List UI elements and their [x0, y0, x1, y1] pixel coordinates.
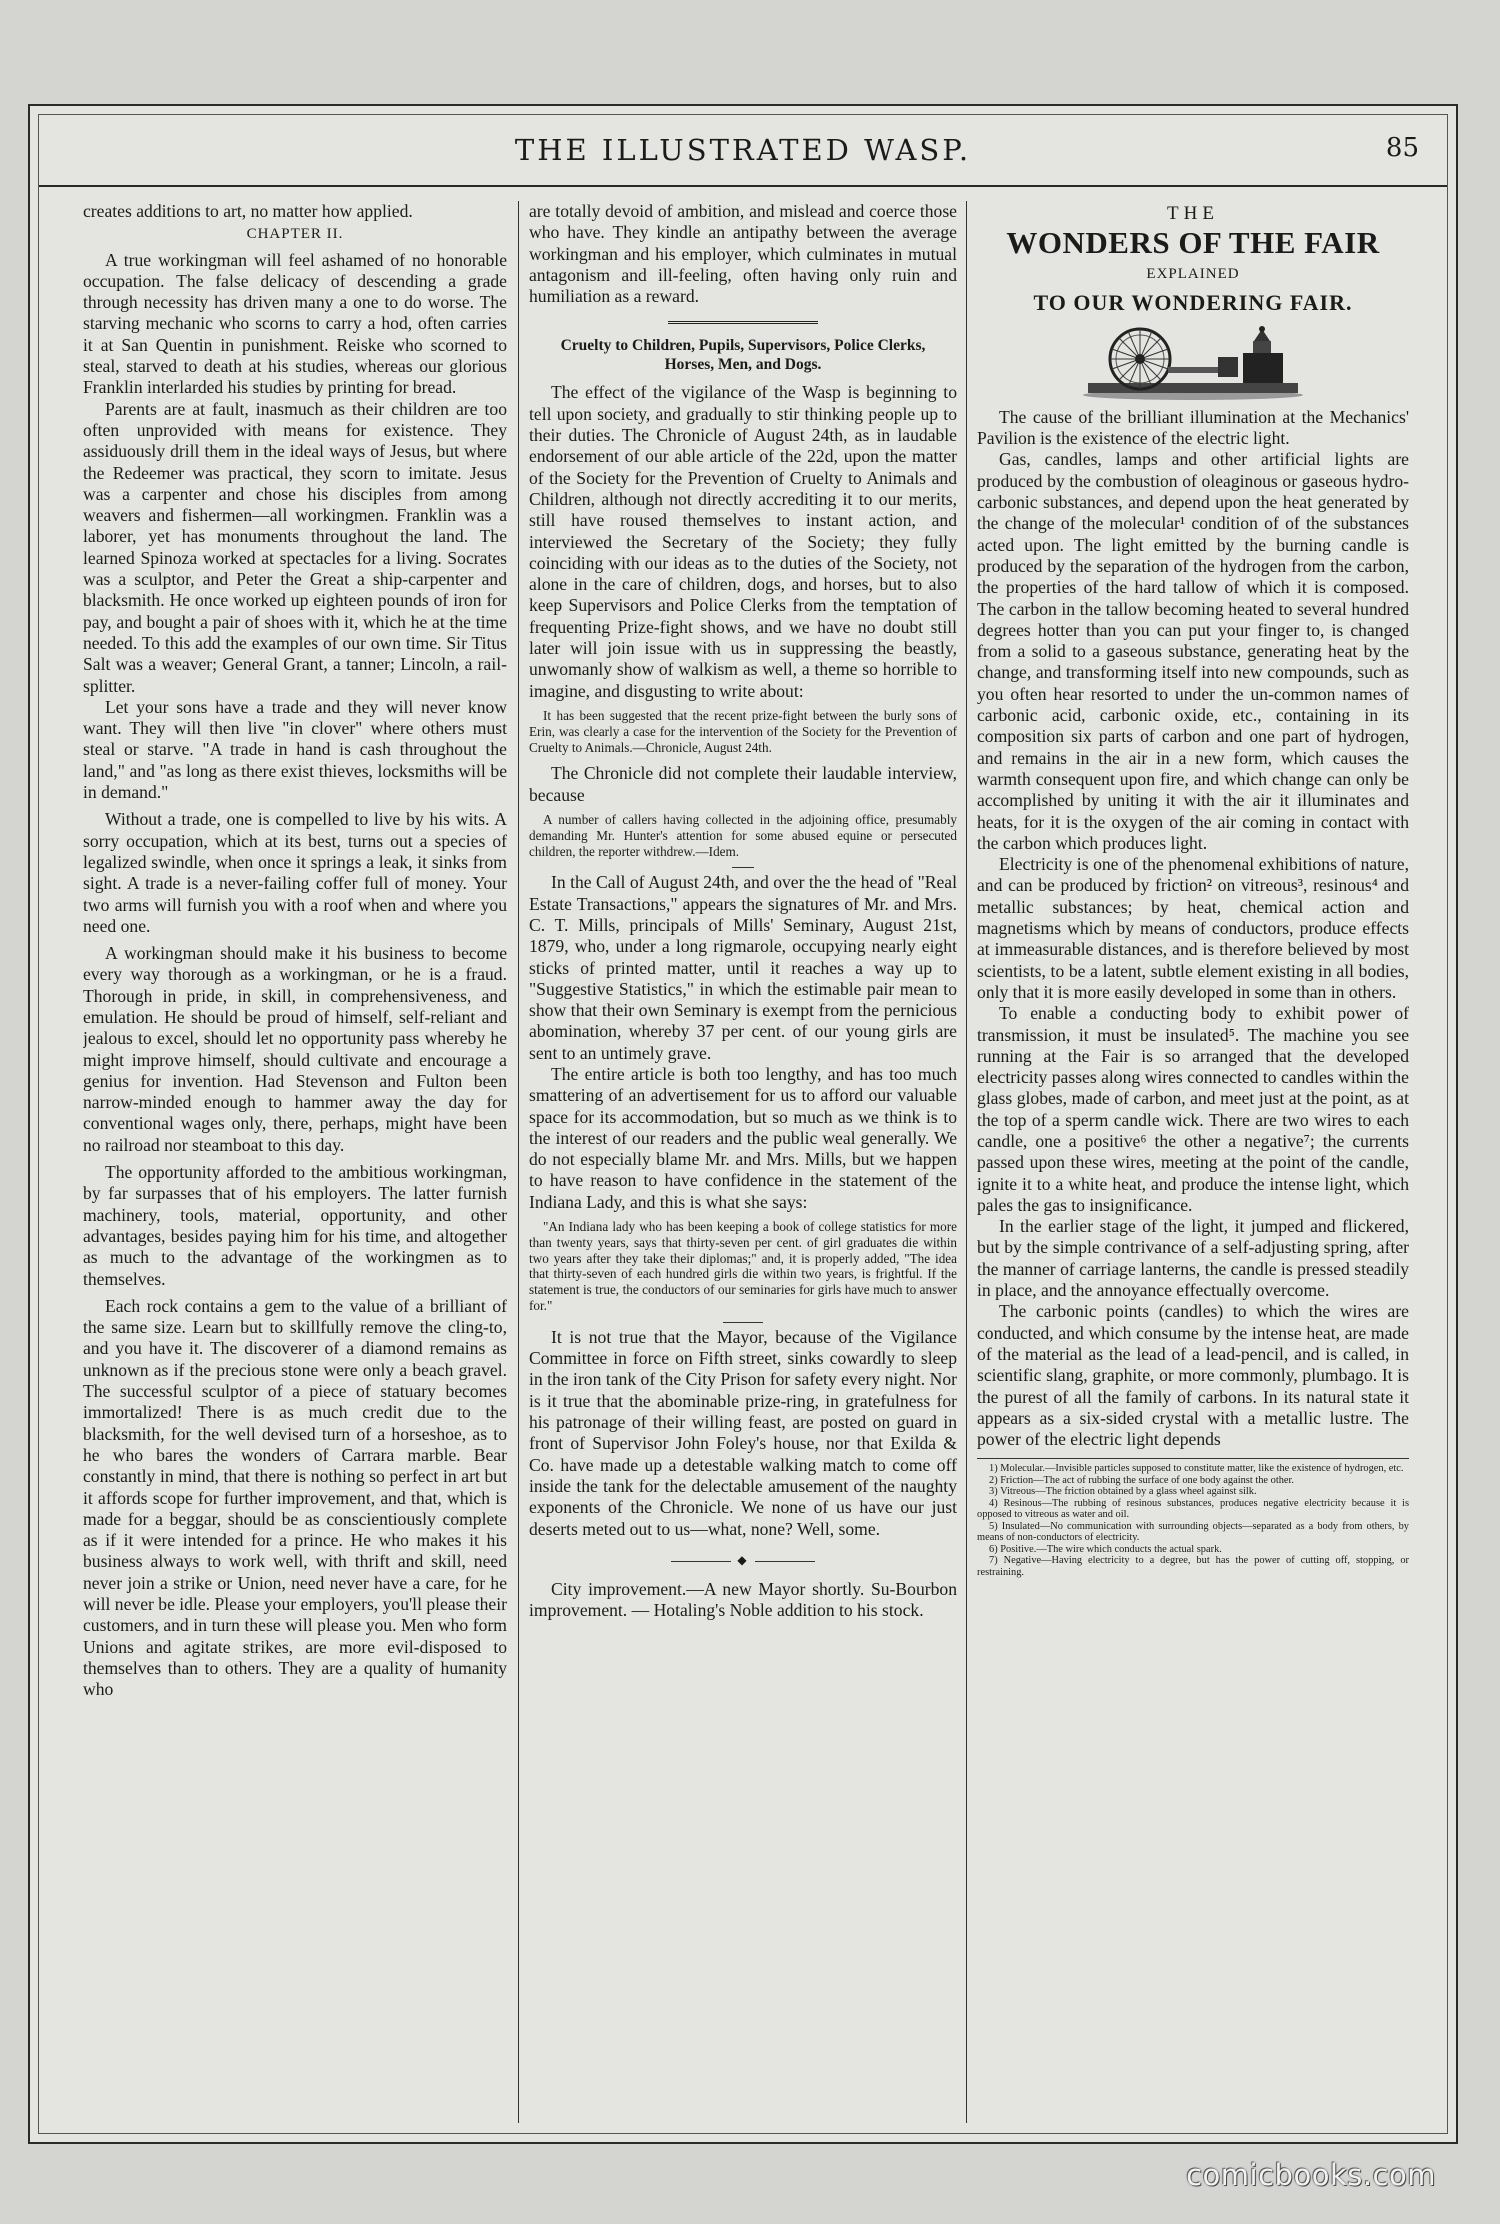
paragraph: A true workingman will feel ashamed of no honorable occupation. The false delicacy of descending a grade through necessity has driven many a one to do worse. The starving mechanic who scorns to carry a hod, often carries it at San Quentin in punishment. Reiske who scorned to steal, starved to death at his studies, whereas our glorious Franklin interlarded his studies by printing for bread.	[83, 249, 507, 398]
chapter-heading: CHAPTER II.	[246, 226, 344, 243]
section-heading: Cruelty to Children, Pupils, Supervisors, Police Clerks, Horses, Men, and Dogs.	[560, 337, 926, 374]
footnote: 2) Friction—The act of rubbing the surface of one body against the other.	[989, 1474, 1294, 1486]
footnote: 5) Insulated—No communication with surrounding objects—separated as a body from others, by means of non-conductors of electricity.	[977, 1520, 1409, 1544]
footnotes	[977, 1458, 1409, 1578]
quoted-excerpt: A number of callers having collected in the adjoining office, presumably demanding Mr. Hunter's attention for some abused equine or persecuted children, the reporter withdrew.—Idem.	[529, 811, 957, 859]
short-divider	[732, 867, 754, 868]
paragraph: Let your sons have a trade and they will never know want. They will then live "in clover" where others must steal or starve. "A trade in hand is cash throughout the land," and "as long as there exist thieves, locksmiths will be in demand."	[83, 696, 507, 803]
quoted-excerpt: It has been suggested that the recent prize-fight between the burly sons of Erin, was clearly a case for the intervention of the Society for the Prevention of Cruelty to Animals.—Chronicle, August 24th.	[529, 707, 957, 755]
column-rule	[518, 201, 519, 2123]
section-divider	[668, 321, 818, 324]
footnote: 6) Positive.—The wire which conducts the actual spark.	[989, 1543, 1222, 1555]
paragraph: The Chronicle did not complete their laudable interview, because	[529, 763, 957, 805]
paragraph: Gas, candles, lamps and other artificial lights are produced by the combustion of oleaginous or gaseous hydro-carbonic substances, and depend upon the heat generated by the change of the molecular¹ condition of of the substances acted upon. The light emitted by the burning candle is produced by the separation of the hydrogen from the carbon, the properties of the hard tallow of which it is composed. The carbon in the tallow becoming heated to several hundred degrees hotter than you can put your finger to, is changed from a solid to a gaseous substance, generating heat by the change, and transforming itself into new compounds, such as you often hear resorted to under the un-common names of carbonic acid, carbonic oxide, etc., containing in its composition six parts of carbon and one part of hydrogen, and remains in the air in a new form, which causes the warmth consequent upon fire, and which change can only be accomplished by uniting it with the air it illuminates and heats, for it is the oxygen of the air coming in contact with the carbon which produces light.	[977, 449, 1409, 853]
footnote: 1) Molecular.—Invisible particles supposed to constitute matter, like the existence of hydrogen, etc.	[989, 1463, 1404, 1475]
ornamental-divider: ◆	[529, 1550, 957, 1571]
paragraph: The cause of the brilliant illumination at the Mechanics' Pavilion is the existence of the electric light.	[977, 406, 1409, 449]
headline-the: THE	[1167, 203, 1219, 224]
watermark: comicbooks.com	[1186, 2158, 1436, 2192]
short-divider	[723, 1322, 763, 1323]
paragraph: The effect of the vigilance of the Wasp is beginning to tell upon society, and gradually to stir thinking people up to their duties. The Chronicle of August 24th, as in laudable endorsement of our able article of the 22d, upon the matter of the Society for the Prevention of Cruelty to Animals and Children, although not directly accrediting it to our merits, still have roused themselves to instant action, and interviewed the Secretary of the Society; they fully coinciding with our ideas as to the duties of the Society, not alone in the care of children, dogs, and horses, but to also keep Supervisors and Police Clerks from the temptation of frequenting Prize-fight shows, and we have no doubt still later will join issue with us in suppressing the beastly, unwomanly show of walkism as well, a theme so horrible to imagine, and disgusting to write about:	[529, 382, 957, 701]
paragraph: Parents are at fault, inasmuch as their children are too often unprovided with means for existence. They assiduously drill them in the ideal ways of Jesus, but where the Redeemer was practical, they scorn to imitate. Jesus was a carpenter and chose his disciples from among weavers and fishermen—all workingmen. Franklin was a laborer, yet has monuments throughout the land. The learned Spinoza worked at spectacles for a living. Socrates was a sculptor, and Peter the Great a ship-carpenter and blacksmith. He once worked up eighteen pounds of iron for pay, and bought a pair of shoes with it, which he at the time needed. To this add the examples of our own time. Sir Titus Salt was a weaver; General Grant, a tanner; Lincoln, a rail-splitter.	[83, 398, 507, 696]
newspaper-page	[28, 104, 1458, 2144]
paragraph: creates additions to art, no matter how applied.	[83, 201, 413, 221]
page-number: 85	[1385, 133, 1419, 163]
subheadline-dedication: TO OUR WONDERING FAIR.	[1033, 289, 1353, 315]
paragraph: A workingman should make it his business to become every way thorough as a workingman, or he is a fraud. Thorough in pride, in skill, in comprehensiveness, and emulation. He should be proud of himself, self-reliant and jealous to excel, should let no opportunity pass whereby he might improve himself, should cultivate and encourage a genius for invention. Had Stevenson and Fulton been narrow-minded enough to hammer away the day for conventional wages only, there, perhaps, might have been no railroad nor steamboat to this day.	[83, 943, 507, 1155]
subheadline: EXPLAINED	[1146, 266, 1240, 283]
paragraph: Each rock contains a gem to the value of a brilliant of the same size. Learn but to skillfully remove the cling-to, and you have it. The discoverer of a diamond remains as unknown as if the precious stone were only a beach gravel. The successful sculptor of a piece of statuary becomes immortalized! There is as much credit due to the blacksmith, for the well devised turn of a horseshoe, as to he who bares the wonders of Carrara marble. Bear constantly in mind, that there is nothing so perfect in art but it affords scope for further improvement, and that, which is made for a beggar, should be as conscientiously complete as if it were intended for a prince. He who makes it his business always to work well, with thrift and skill, need never join a strike or Union, need never have a care, for he will never be idle. Please your employers, you'll please their customers, and in turn these will please you. Men who form Unions and agitate strikes, are more evil-disposed to themselves than to others. They are a quality of humanity who	[83, 1295, 507, 1700]
headline: WONDERS OF THE FAIR	[1006, 225, 1380, 261]
page-frame	[38, 114, 1448, 2134]
footnote: 7) Negative—Having electricity to a degree, but has the power of cutting off, stopping, or restraining.	[977, 1555, 1409, 1578]
publication-title: THE ILLUSTRATED WASP.	[514, 133, 972, 167]
footnote: 3) Vitreous—The friction obtained by a glass wheel against silk.	[989, 1486, 1257, 1498]
masthead	[39, 115, 1447, 187]
paragraph: Electricity is one of the phenomenal exhibitions of nature, and can be produced by friction² on vitreous³, resinous⁴ and metallic substances; by heat, chemical action and magnetisms which by means of conductors, produce effects at immeasurable distances, and is therefore believed by most scientists, to be a latent, subtle element existing in all bodies, only that it is more easily developed in some than in others.	[977, 854, 1409, 1002]
dynamo-machine-illustration	[1068, 323, 1318, 401]
paragraph: It is not true that the Mayor, because of the Vigilance Committee in force on Fifth street, sinks cowardly to sleep in the iron tank of the City Prison for safety every night. Nor is it true that the abominable prize-ring, in gratefulness for his patronage of their willing feast, are posted on guard in front of Supervisor John Foley's house, nor that Exilda & Co. have made up a detestable walking match to come off inside the tank for the delectable amusement of the naughty exponents of the Chronicle. We none of us have our just deserts meted out to us—what, none? Well, some.	[529, 1326, 957, 1539]
column-left	[83, 201, 507, 2123]
paragraph: In the earlier stage of the light, it jumped and flickered, but by the simple contrivance of a self-adjusting spring, after the manner of carriage lanterns, the candle is pressed steadily in place, and the annoyance effectually overcome.	[977, 1216, 1409, 1301]
paragraph: Without a trade, one is compelled to live by his wits. A sorry occupation, which at its best, turns out a species of legalized swindle, when once it springs a leak, it sinks from sight. A trade is a never-failing coffer full of money. Your two arms will furnish you with a roof when and where you need one.	[83, 809, 507, 936]
quoted-excerpt: "An Indiana lady who has been keeping a book of college statistics for more than twenty years, says that thirty-seven per cent. of girl graduates die within two years after they take their diplomas;" and, it is properly added, "The idea that thirty-seven of each hundred girls die within two years, is frightful. If the statement is true, the conductors of our seminaries for girls have much to answer for."	[529, 1219, 957, 1314]
paragraph: The entire article is both too lengthy, and has too much smattering of an advertisement for us to afford our valuable space for its accommodation, but so much as we think is to the interest of our readers and the public weal generally. We do not especially blame Mr. and Mrs. Mills, but we happen to have reason to have confidence in the statement of the Indiana Lady, and this is what she says:	[529, 1063, 957, 1212]
paragraph: To enable a conducting body to exhibit power of transmission, it must be insulated⁵. The machine you see running at the Fair is so arranged that the developed electricity passes along wires connected to candles within the glass globes, made of carbon, and meet just at the point, as at the top of a sperm candle wick. There are two wires to each candle, one a positive⁶ the other a negative⁷; the currents passed upon these wires, meeting at the point of the candle, ignite it to a white heat, and produce the intense light, which pales the gas to insignificance.	[977, 1003, 1409, 1215]
column-right	[977, 201, 1409, 2123]
column-middle	[529, 201, 957, 2123]
paragraph: The opportunity afforded to the ambitious workingman, by far surpasses that of his employers. The latter furnish machinery, tools, material, opportunity, and other advantages, besides paying him for his time, and altogether as much to the advantage of the workingmen as to themselves.	[83, 1162, 507, 1289]
column-rule	[966, 201, 967, 2123]
footnote: 4) Resinous—The rubbing of resinous substances, produces negative electricity because it is opposed to vitreous as water and oil.	[977, 1497, 1409, 1521]
paragraph: are totally devoid of ambition, and mislead and coerce those who have. They kindle an antipathy between the average workingman and his employer, which culminates in mutual antagonism and ill-feeling, often having only ruin and humiliation as a reward.	[529, 201, 957, 307]
paragraph: City improvement.—A new Mayor shortly. Su-Bourbon improvement. — Hotaling's Noble addition to his stock.	[529, 1579, 957, 1621]
paragraph: The carbonic points (candles) to which the wires are conducted, and which consume by the intense heat, are made of the material as the lead of a lead-pencil, and is called, in scientific slang, graphite, or more commonly, plumbago. It is the purest of all the family of carbons. In its natural state it appears as a six-sided crystal with a metallic lustre. The power of the electric light depends	[977, 1301, 1409, 1450]
paragraph: In the Call of August 24th, and over the the head of "Real Estate Transactions," appears the signatures of Mr. and Mrs. C. T. Mills, principals of Mills' Seminary, August 21st, 1879, who, under a long rigmarole, occupying nearly eight sticks of printed matter, until it reaches a way up to "Suggestive Statistics," in which the estimable pair mean to show that their own Seminary is exempt from the pernicious abomination, whereby 37 per cent. of our young girls are sent to an untimely grave.	[529, 872, 957, 1063]
